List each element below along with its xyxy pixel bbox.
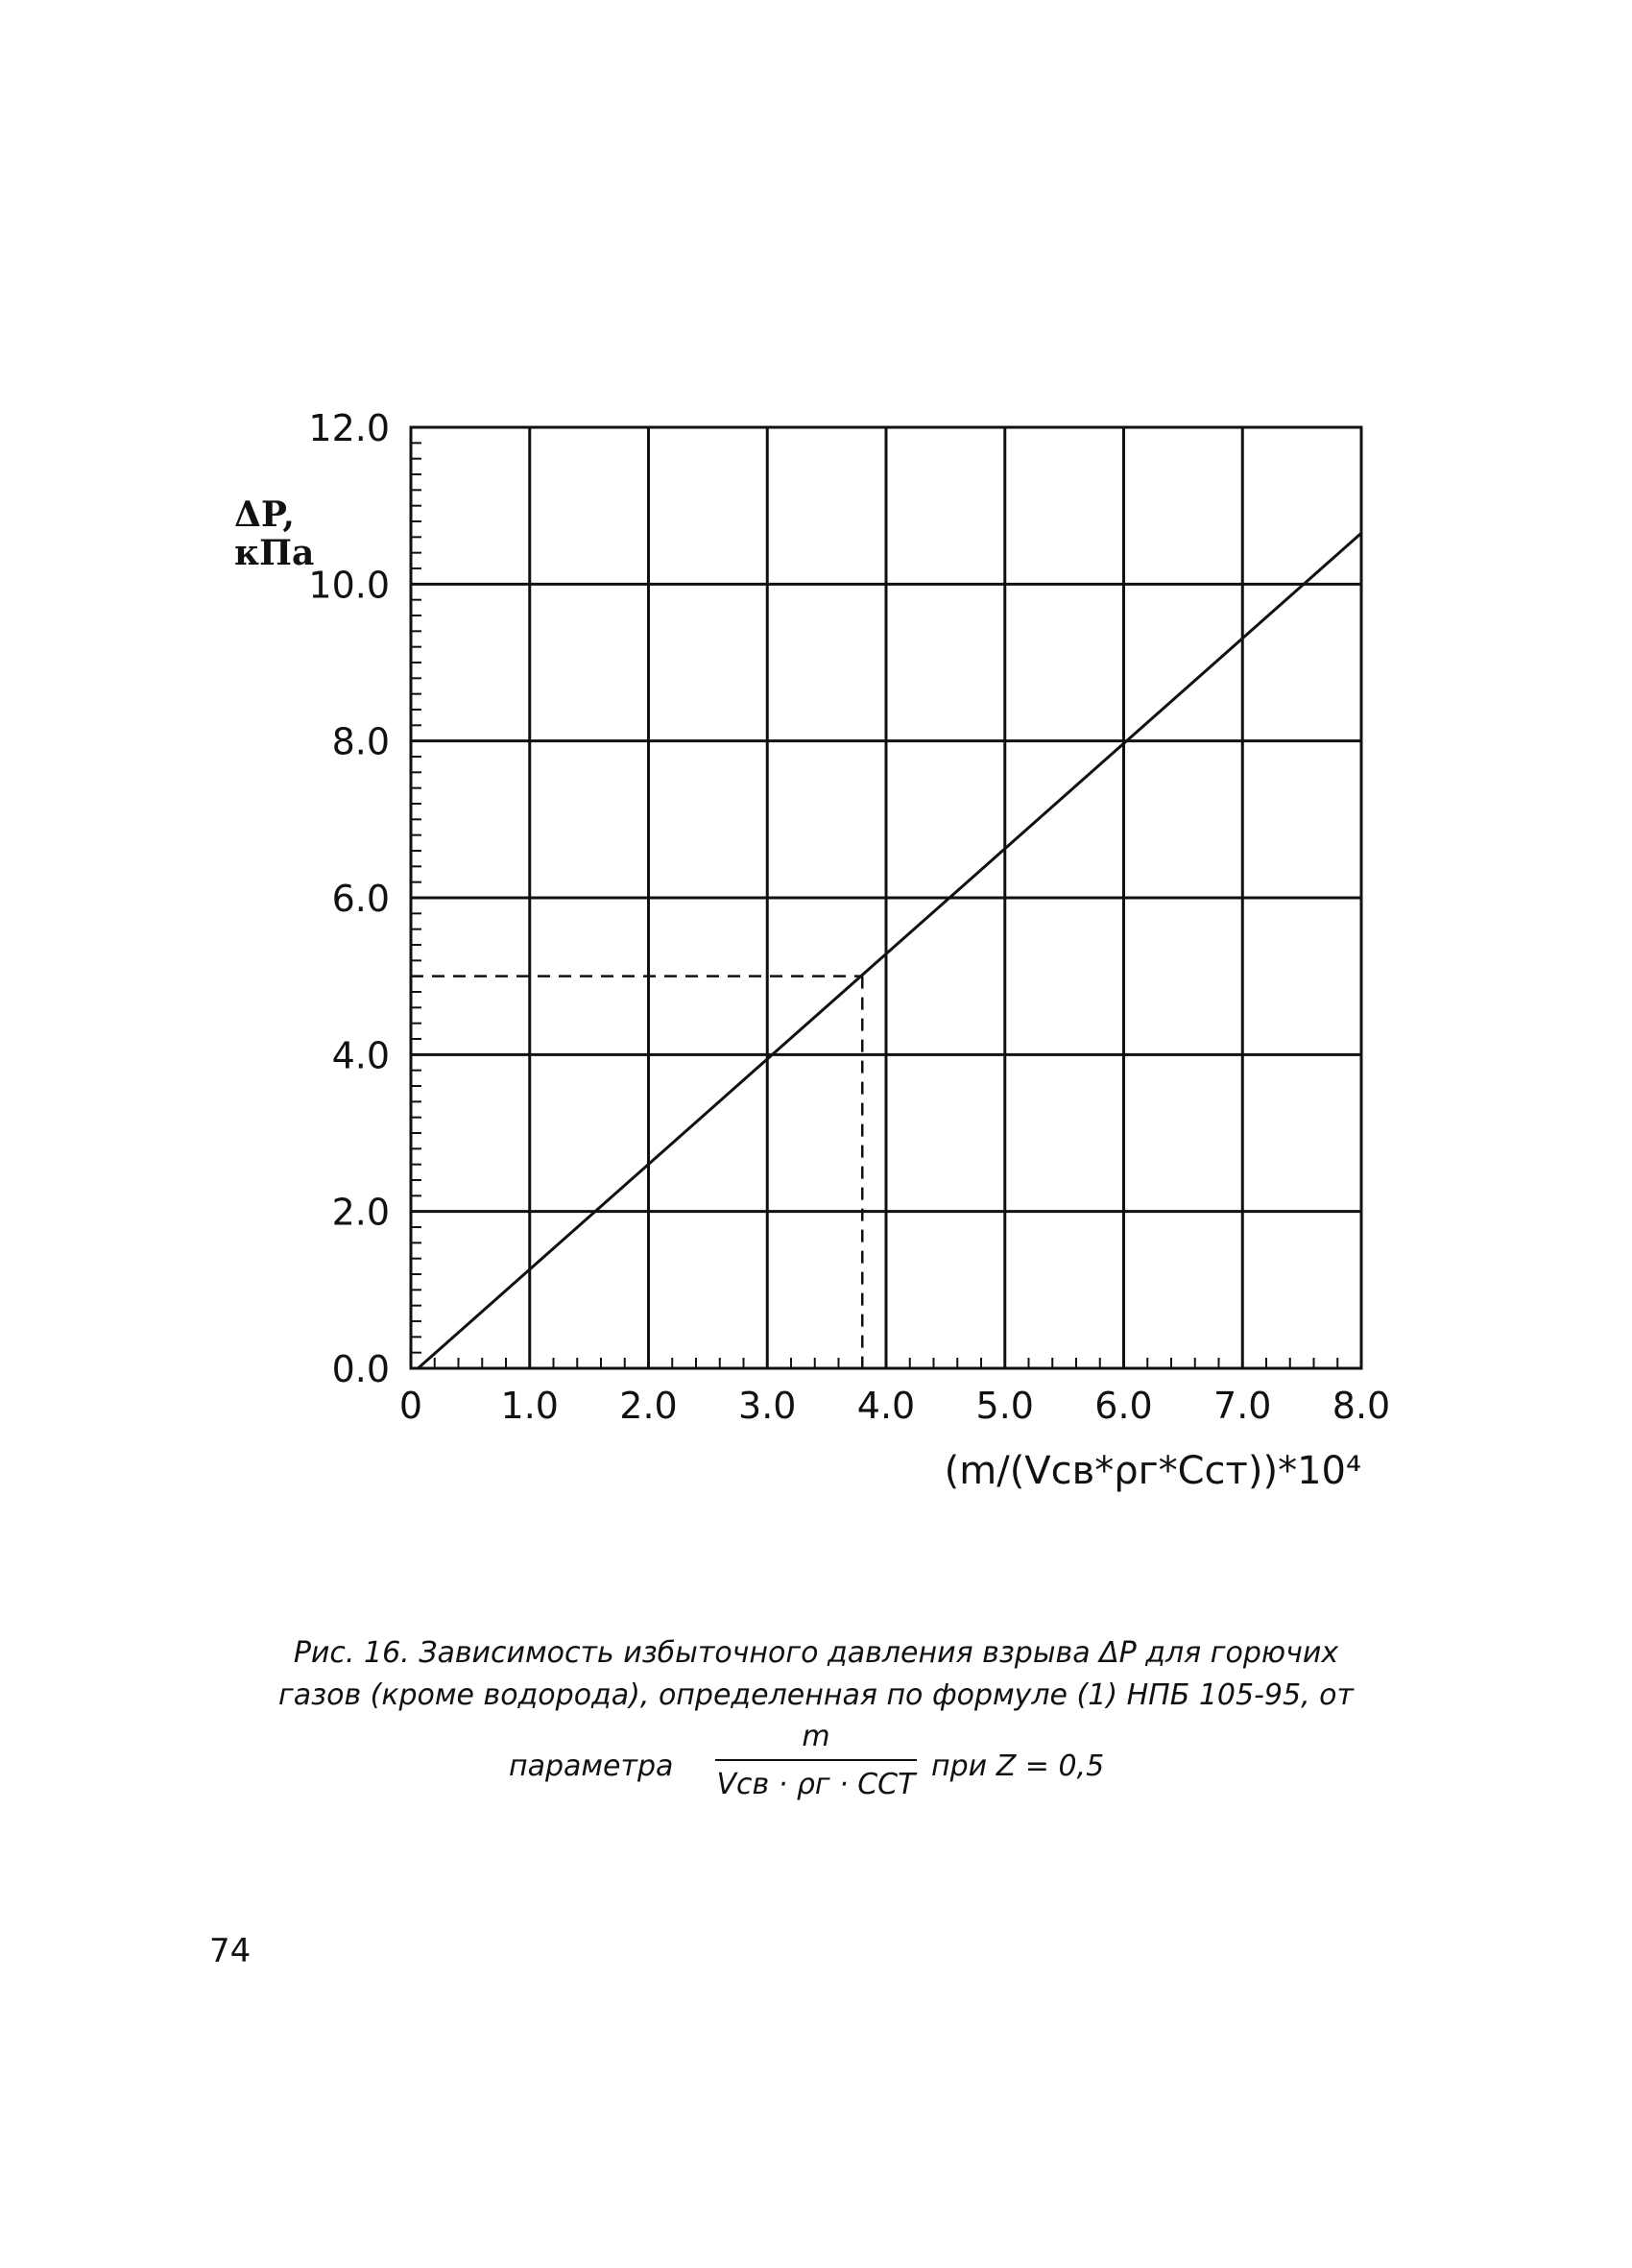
x-tick-label: 8.0 [1332,1385,1391,1427]
y-axis-label-unit: кПа [234,533,315,573]
formula-numerator: m [802,1720,830,1753]
y-tick-labels [308,407,390,1390]
y-axis-label-symbol: ΔP, [234,495,295,535]
x-tick-label: 2.0 [619,1385,678,1427]
figure-caption-line-1: Рис. 16. Зависимость избыточного давления взрыва ΔP для горючих [293,1636,1339,1670]
chart-series [418,533,1361,1368]
x-tick-label: 7.0 [1213,1385,1272,1427]
formula-fraction [715,1719,917,1803]
x-tick-label: 0 [398,1385,423,1427]
fraction-bar [715,1759,917,1761]
y-tick-label: 2.0 [331,1191,390,1234]
y-tick-label: 12.0 [308,407,390,449]
x-axis-label: (m/(Vсв*ρг*Cст))*10⁴ [944,1449,1361,1493]
x-tick-label: 4.0 [856,1385,916,1427]
x-tick-label: 6.0 [1094,1385,1153,1427]
formula-prefix: параметра [509,1749,674,1783]
figure-caption-line-2: газов (кроме водорода), определенная по формуле (1) НПБ 105-95, от [278,1678,1354,1712]
x-tick-label: 1.0 [500,1385,559,1427]
caption-formula [0,1719,1632,1824]
y-tick-label: 4.0 [331,1034,390,1077]
x-tick-label: 3.0 [738,1385,797,1427]
chart-grid [411,427,1361,1368]
page-number: 74 [209,1932,252,1970]
chart-minor-ticks [411,443,1337,1368]
y-tick-label: 0.0 [331,1348,390,1390]
formula-denominator: Vсв · ρг · CСТ [716,1768,916,1801]
y-tick-label: 6.0 [331,878,390,920]
pressure-line [418,533,1361,1368]
y-tick-label: 8.0 [331,720,390,763]
formula-suffix: при Z = 0,5 [931,1749,1105,1783]
y-tick-label: 10.0 [308,564,390,607]
x-tick-labels [399,1385,1390,1427]
x-tick-label: 5.0 [975,1385,1034,1427]
